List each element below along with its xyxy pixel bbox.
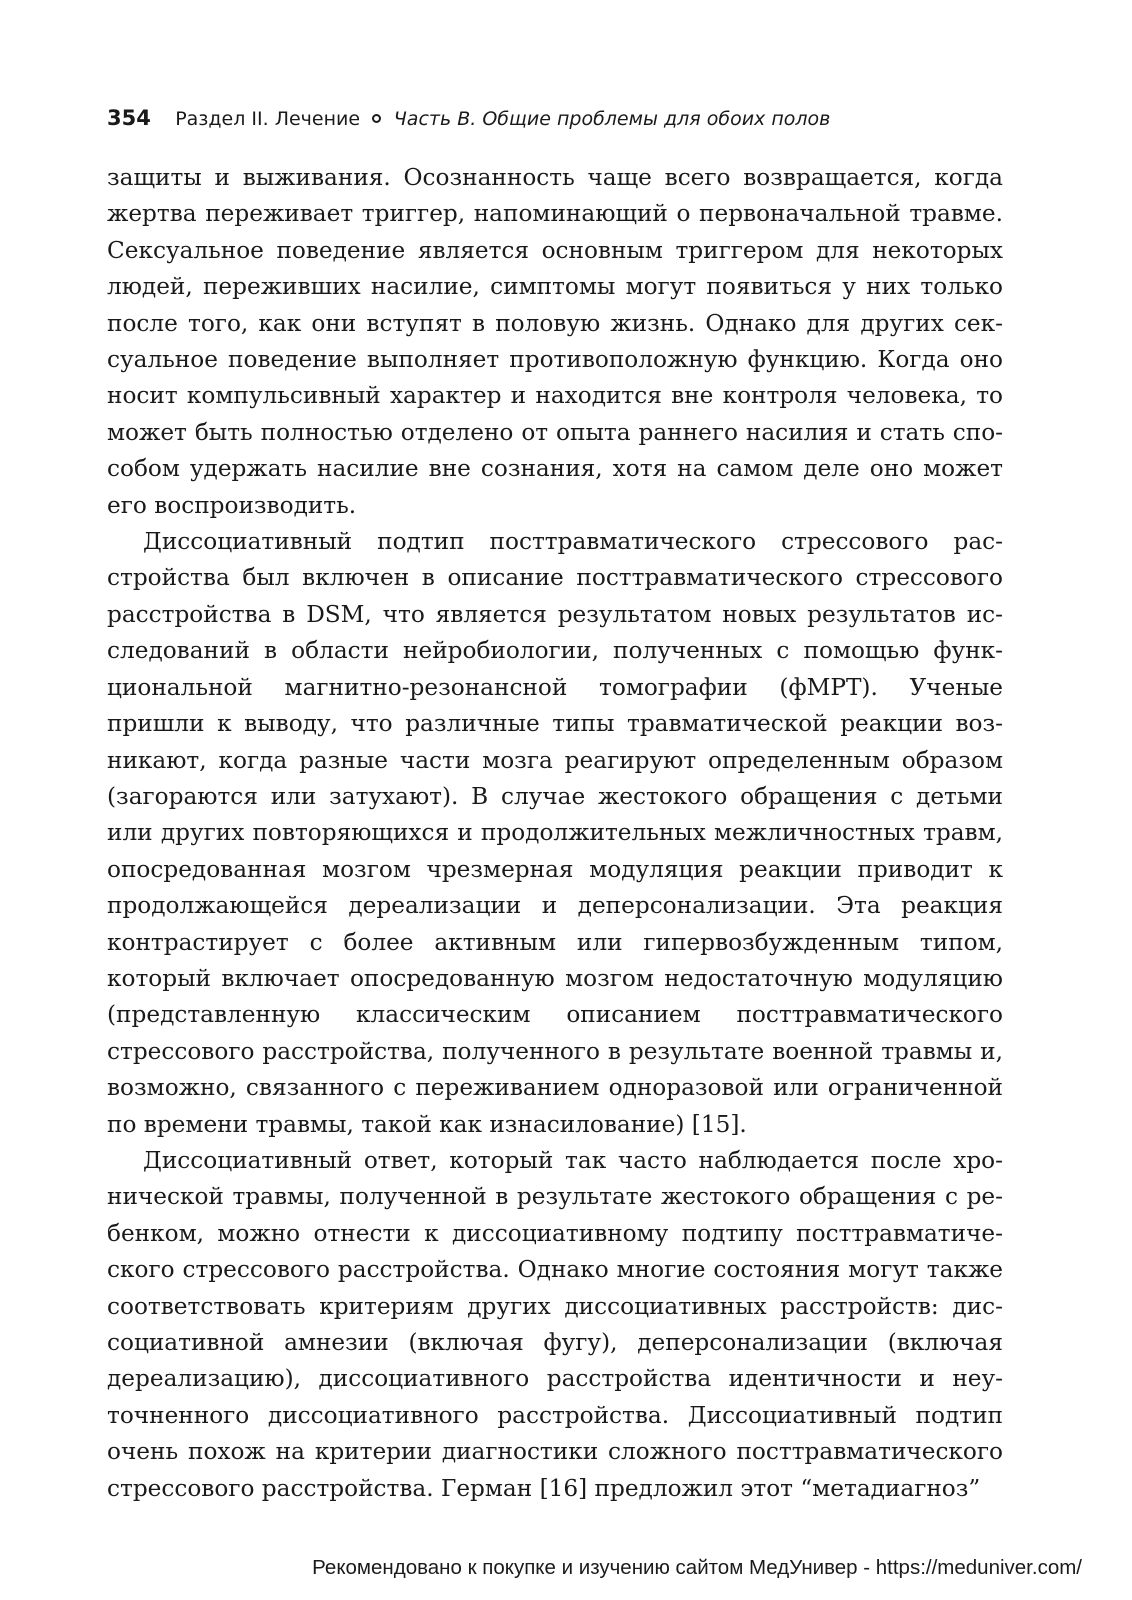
- page-number: 354: [107, 106, 151, 130]
- part-title: Часть В. Общие проблемы для обоих полов: [393, 108, 831, 130]
- paragraph-1: защиты и выживания. Осознанность чаще всего возвращается, когда жертва переживает триггер, напоминающий о первоначальной травме. Сексуальное поведение является основным триггером для некоторых людей, переживших насилие, симптомы могут появиться у них только после того, как они вступят в половую жизнь. Однако для других сексуальное поведение выполняет противоположную функцию. Когда оно носит компульсивный характер и находится вне контроля человека, то может быть полностью отделено от опыта раннего насилия и стать способом удержать насилие вне сознания, хотя на самом деле оно может его воспроизводить.: [107, 164, 1003, 519]
- body-text: [107, 160, 1003, 1507]
- footer-note: Рекомендовано к покупке и изучению сайтом МедУнивер - https://meduniver.com/: [312, 1556, 1082, 1579]
- header-separator-icon: [372, 114, 381, 123]
- section-title: Раздел II. Лечение: [175, 108, 361, 130]
- page-header: [107, 103, 1007, 133]
- paragraph-3: Диссоциативный ответ, который так часто наблюдается после хронической травмы, полученной в результате жестокого обращения с ребенком, можно отнести к диссоциативному подтипу посттравматического стрессового расстройства. Однако многие состояния могут также соответствовать критериям других диссоциативных расстройств: диссоциативной амнезии (включая фугу), деперсонализации (включая дереализацию), диссоциативного расстройства идентичности и неуточненного диссоциативного расстройства. Диссоциативный подтип очень похож на критерии диагностики сложного посттравматического стрессового расстройства. Герман [16] предложил этот “метадиагноз”: [107, 1146, 1003, 1502]
- paragraph-2: Диссоциативный подтип посттравматического стрессового расстройства был включен в описание посттравматического стрессового расстройства в DSM, что является результатом новых результатов исследований в области нейробиологии, полученных с помощью функциональной магнитно-резонансной томографии (фМРТ). Ученые пришли к выводу, что различные типы травматической реакции возникают, когда разные части мозга реагируют определенным образом (загораются или затухают). В случае жестокого обращения с детьми или других повторяющихся и продолжительных межличностных травм, опосредованная мозгом чрезмерная модуляция реакции приводит к продолжающейся дереализации и деперсонализации. Эта реакция контрастирует с более активным или гипервозбужденным типом, который включает опосредованную мозгом недостаточную модуляцию (представленную классическим описанием посттравматического стрессового расстройства, полученного в результате военной травмы и, возможно, связанного с переживанием одноразовой или ограниченной по времени травмы, такой как изнасилование) [15].: [107, 528, 1003, 1138]
